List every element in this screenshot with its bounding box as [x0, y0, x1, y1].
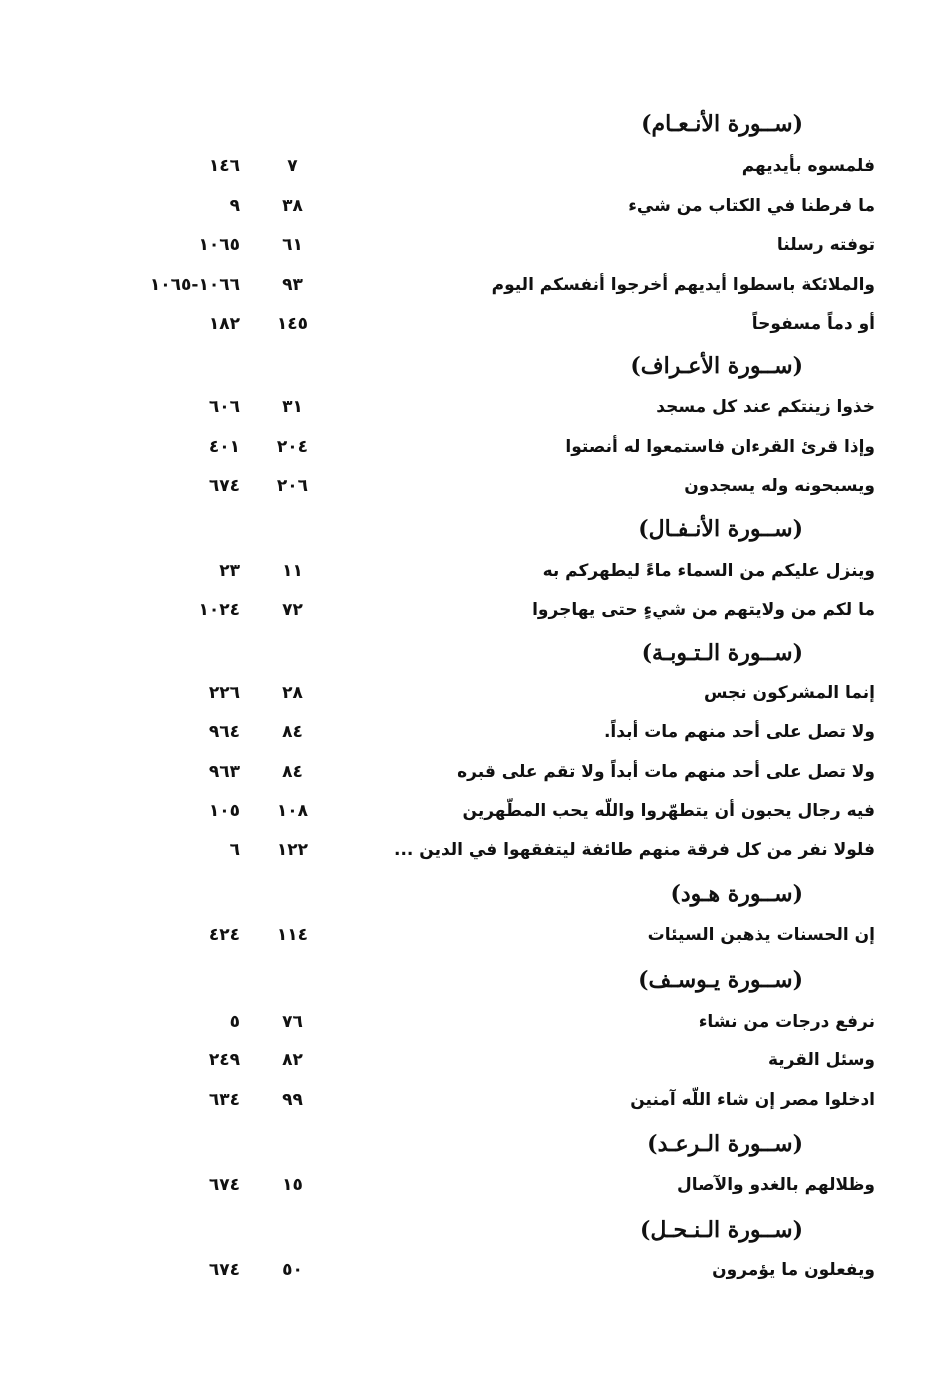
ayah-number: ٥٠ — [282, 1260, 303, 1280]
index-entry — [0, 269, 943, 301]
page-number: ٢٢٦ — [208, 683, 240, 703]
verse-text: ويفعلون ما يؤمرون — [712, 1260, 875, 1280]
page-number: ١٠٦٥ — [198, 235, 240, 255]
index-entry — [0, 1254, 943, 1286]
verse-text: وظلالهم بالغدو والآصال — [676, 1175, 875, 1195]
page-number: ٩٦٣ — [208, 762, 240, 782]
verse-text: وسئل القرية — [767, 1050, 875, 1070]
index-entry — [0, 594, 943, 626]
surah-title: (ســورة الـنـحـل) — [640, 1217, 803, 1243]
ayah-number: ١١٤ — [276, 925, 309, 945]
page-number: ٦٣٤ — [208, 1090, 240, 1110]
index-entry — [0, 677, 943, 709]
surah-title: (ســورة الأنـفـال) — [638, 516, 803, 542]
verse-text: ويسبحونه وله يسجدون — [684, 476, 875, 496]
surah-heading — [0, 1124, 943, 1164]
verse-text: فلولا نفر من كل فرقة منهم طائفة ليتفقهوا في الدين ... — [394, 840, 875, 860]
page-number: ٢٤٩ — [208, 1050, 240, 1070]
surah-title: (ســورة يـوسـف) — [638, 967, 803, 993]
page-number: ٩ — [229, 196, 240, 216]
surah-heading — [0, 633, 943, 673]
ayah-number: ١٥ — [282, 1175, 303, 1195]
ayah-number: ١٢٢ — [276, 840, 309, 860]
index-entry — [0, 1169, 943, 1201]
ayah-number: ٧ — [287, 156, 298, 176]
verse-text: وإذا قرئ القرءان فاستمعوا له أنصتوا — [565, 437, 875, 457]
index-entry — [0, 555, 943, 587]
page-number: ٤٠١ — [208, 437, 240, 457]
ayah-number: ٧٢ — [282, 600, 303, 620]
ayah-number: ٧٦ — [282, 1012, 303, 1032]
ayah-number: ٦١ — [282, 235, 303, 255]
page-number: ١٨٢ — [208, 314, 240, 334]
ayah-number: ٢٨ — [282, 683, 303, 703]
surah-heading — [0, 874, 943, 914]
ayah-number: ١٠٨ — [276, 801, 309, 821]
index-entry — [0, 756, 943, 788]
verse-text: أو دماً مسفوحاً — [751, 314, 875, 334]
index-entry — [0, 150, 943, 182]
ayah-number: ٣٨ — [282, 196, 303, 216]
verse-text: فلمسوه بأيديهم — [741, 156, 875, 176]
index-entry — [0, 795, 943, 827]
ayah-number: ١٤٥ — [276, 314, 309, 334]
ayah-number: ٨٢ — [282, 1050, 303, 1070]
surah-title: (ســورة الـرعـد) — [647, 1131, 803, 1157]
verse-text: فيه رجال يحبون أن يتطهّروا واللّه يحب المطّهرين — [462, 801, 875, 821]
verse-text: ما لكم من ولايتهم من شيءٍ حتى يهاجروا — [532, 600, 875, 620]
index-entry — [0, 1044, 943, 1076]
page-number: ١٠٥ — [208, 801, 240, 821]
index-entry — [0, 1006, 943, 1038]
ayah-number: ٢٠٤ — [276, 437, 309, 457]
page-number: ٦٧٤ — [208, 476, 240, 496]
verse-text: والملائكة باسطوا أيديهم أخرجوا أنفسكم اليوم — [491, 275, 875, 295]
page-number: ١٠٢٤ — [198, 600, 240, 620]
surah-heading — [0, 346, 943, 386]
ayah-number: ٩٩ — [282, 1090, 303, 1110]
surah-title: (ســورة الأنـعـام) — [641, 111, 803, 137]
surah-heading — [0, 104, 943, 144]
surah-heading — [0, 960, 943, 1000]
index-entry — [0, 1084, 943, 1116]
verse-text: ولا تصل على أحد منهم مات أبداً. — [603, 722, 875, 742]
ayah-number: ٩٣ — [282, 275, 303, 295]
page-number: ١٤٦ — [208, 156, 240, 176]
verse-text: ما فرطنا في الكتاب من شيء — [628, 196, 875, 216]
index-entry — [0, 391, 943, 423]
page-number: ٦٧٤ — [208, 1260, 240, 1280]
surah-title: (ســورة الـتـوبـة) — [641, 640, 803, 666]
page-number: ٦ — [229, 840, 240, 860]
ayah-number: ٢٠٦ — [276, 476, 309, 496]
page-number: ٦٠٦ — [208, 397, 240, 417]
surah-heading — [0, 509, 943, 549]
index-entry — [0, 308, 943, 340]
page-number: ٩٦٤ — [208, 722, 240, 742]
index-entry — [0, 919, 943, 951]
ayah-number: ٨٤ — [282, 762, 303, 782]
page-number: ٤٢٤ — [208, 925, 240, 945]
verse-text: إنما المشركون نجس — [703, 683, 875, 703]
page-number: ٢٣ — [219, 561, 240, 581]
index-entry — [0, 229, 943, 261]
surah-title: (ســورة الأعـراف) — [630, 353, 803, 379]
page-number: ٦٧٤ — [208, 1175, 240, 1195]
verse-text: وينزل عليكم من السماء ماءً ليطهركم به — [542, 561, 875, 581]
page-number: ٥ — [229, 1012, 240, 1032]
ayah-number: ٨٤ — [282, 722, 303, 742]
surah-heading — [0, 1210, 943, 1250]
verse-text: خذوا زينتكم عند كل مسجد — [656, 397, 875, 417]
ayah-number: ٣١ — [282, 397, 303, 417]
verse-text: إن الحسنات يذهبن السيئات — [647, 925, 875, 945]
surah-title: (ســورة هـود) — [670, 881, 803, 907]
index-entry — [0, 716, 943, 748]
verse-text: ادخلوا مصر إن شاء اللّه آمنين — [630, 1090, 875, 1110]
ayah-number: ١١ — [282, 561, 303, 581]
verse-text: نرفع درجات من نشاء — [698, 1012, 875, 1032]
index-entry — [0, 834, 943, 866]
verse-text: توفته رسلنا — [776, 235, 875, 255]
index-entry — [0, 190, 943, 222]
index-entry — [0, 470, 943, 502]
verse-text: ولا تصل على أحد منهم مات أبداً ولا تقم على قبره — [457, 762, 875, 782]
page-number: ١٠٦٦-١٠٦٥ — [149, 275, 240, 295]
index-entry — [0, 431, 943, 463]
